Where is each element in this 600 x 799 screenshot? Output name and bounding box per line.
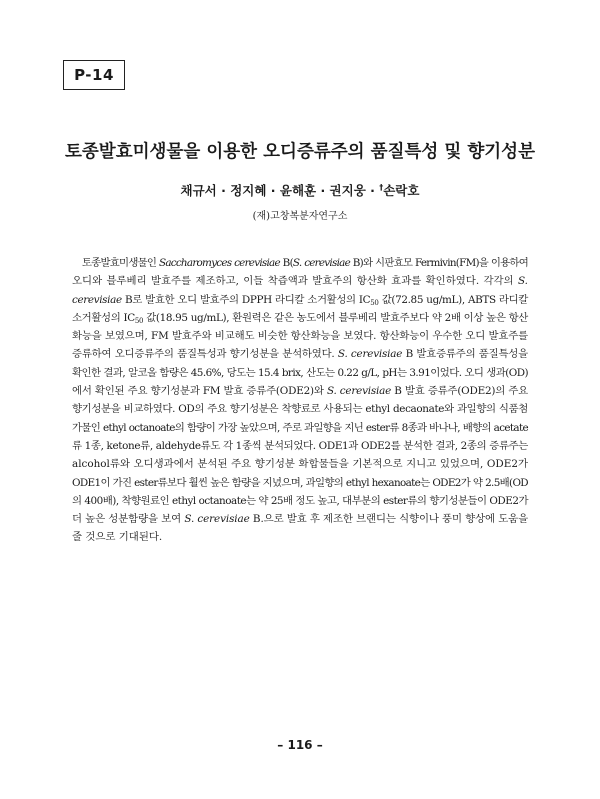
paper-title: 토종발효미생물을 이용한 오디증류주의 품질특성 및 향기성분 — [65, 142, 535, 162]
abstract-line: 증류하여 오디증류주의 품질특성과 향기성분을 분석하였다. S. cerevisiae B 발효증류주의 품질특성을 — [72, 348, 528, 361]
abstract-body — [72, 254, 528, 547]
author-list — [60, 181, 540, 199]
corresponding-mark: † — [379, 183, 384, 192]
poster-code-box: P-14 — [63, 60, 125, 90]
affiliation: (재)고창복분자연구소 — [252, 211, 348, 222]
authors-text: 채규서 · 정지혜 · 윤해훈 · 권지웅 · — [180, 183, 375, 198]
corresponding-author: 손락호 — [383, 183, 420, 198]
abstract-line: 류 1종, ketone류, aldehyde류도 각 1종씩 분석되었다. ODE1과 ODE2를 분석한 결과, 2종의 증류주는 — [72, 439, 528, 452]
abstract-line: 오디와 블루베리 발효주를 제조하고, 이들 착즙액과 발효주의 항산화 효과를 확인하였다. 각각의 S. — [72, 275, 528, 288]
abstract-line: ODE1이 가진 ester류보다 훨씬 높은 함량을 지녔으며, 과일향의 ethyl hexanoate는 ODE2가 약 2.5배(OD — [72, 476, 528, 489]
abstract-line: 의 400배), 착향원료인 ethyl octanoate는 약 25배 정도 높고, 대부분의 ester류의 향기성분들이 ODE2가 — [72, 494, 528, 507]
abstract-line: 에서 확인된 주요 향기성분과 FM 발효 증류주(ODE2)와 S. cerevisiae B 발효 증류주(ODE2)의 주요 — [72, 385, 528, 398]
abstract-line: 소거활성의 $IC_{50}$ 값(18.95 ug/mL), 환원력은 같은 농도에서 블루베리 발효주보다 약 2배 이상 높은 항산 — [72, 311, 528, 325]
abstract-line: alcohol류와 오디생과에서 분석된 주요 향기성분 화합물들을 기본적으로 지니고 있었으며, ODE2가 — [72, 458, 528, 471]
abstract-line: 줄 것으로 기대된다. — [72, 531, 163, 544]
page-number: – 116 – — [277, 738, 323, 752]
abstract-line: 가물인 ethyl octanoate의 함량이 가장 높았으며, 주로 과일향을 지닌 ester류 8종과 바나나, 배향의 acetate — [72, 421, 528, 434]
abstract-line: 화능을 보였으며, FM 발효주와 비교해도 비슷한 항산화능을 보였다. 항산화능이 우수한 오디 발효주를 — [72, 330, 528, 343]
abstract-line: 확인한 결과, 알코올 함량은 45.6%, 당도는 15.4 brix, 산도는 0.22 g/L, pH는 3.91이었다. 오디 생과(OD) — [72, 366, 528, 379]
abstract-line: 토종발효미생물인 Saccharomyces cerevisiae B(S. cerevisiae B)와 시판효모 Fermivin(FM)을 이용하여 — [81, 257, 528, 269]
abstract-line: 향기성분을 비교하였다. OD의 주요 향기성분은 착향료로 사용되는 ethyl decaonate와 과일향의 식품첨 — [72, 403, 528, 416]
abstract-line: 더 높은 성분함량을 보여 S. cerevisiae B.으로 발효 후 제조한 브랜디는 식향이나 풍미 향상에 도움을 — [72, 513, 529, 526]
abstract-line: cerevisiae B로 발효한 오디 발효주의 DPPH 라디칼 소거활성의 $IC_{50}$ 값(72.85 ug/mL), ABTS 라디칼 — [72, 293, 528, 307]
